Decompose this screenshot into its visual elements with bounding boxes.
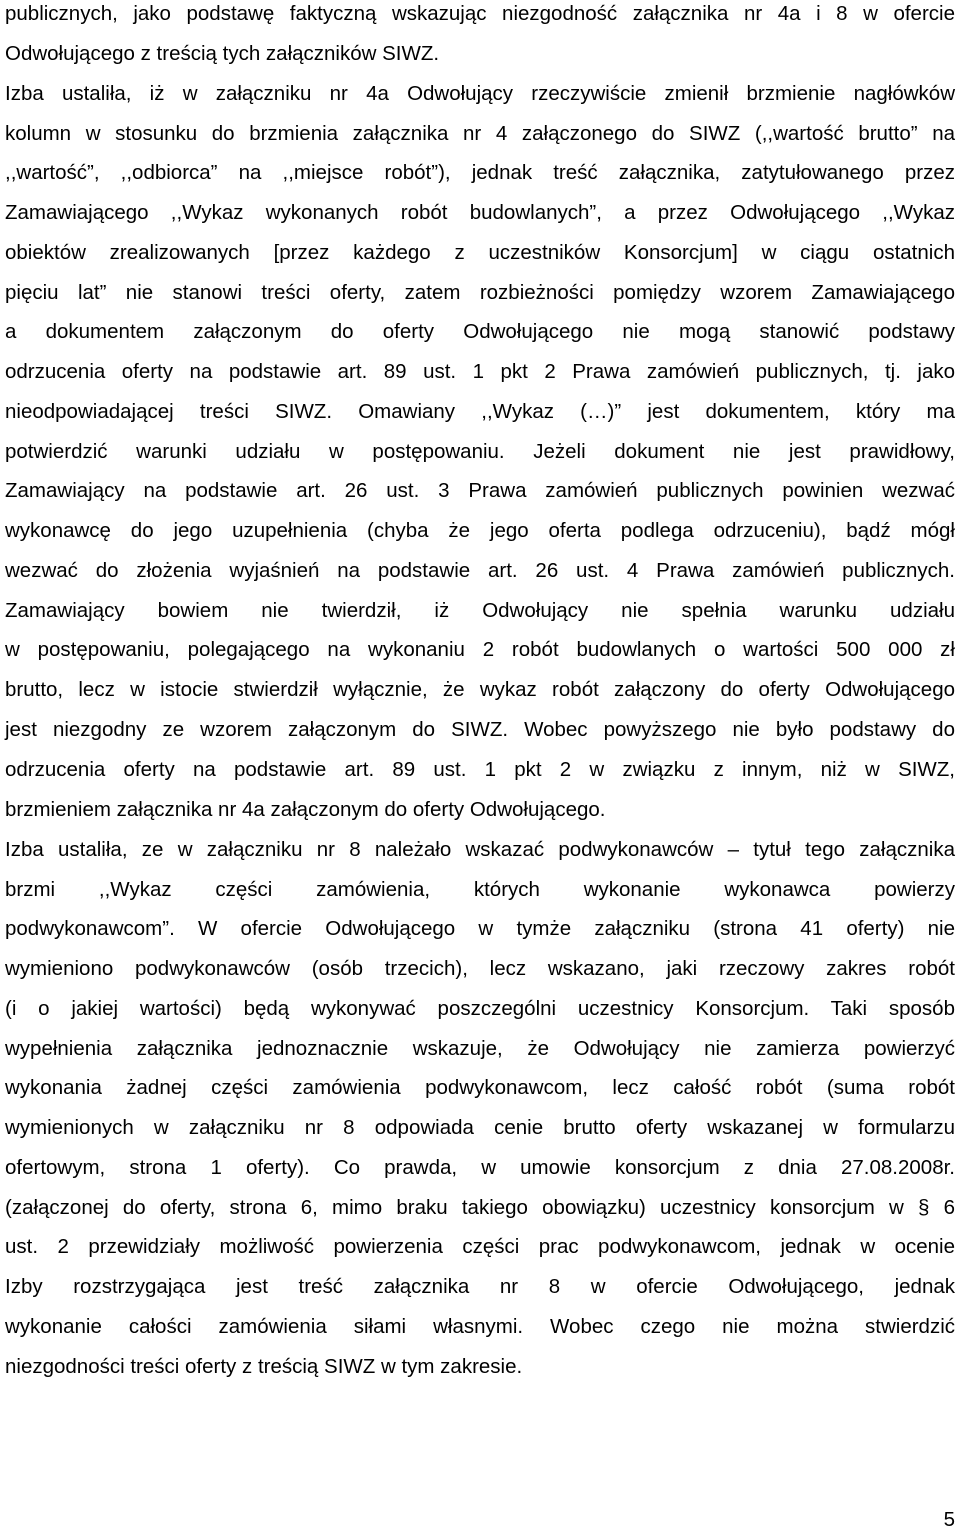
text-line: Zamawiający na podstawie art. 26 ust. 3 Prawa zamówień publicznych powinien wezwać (5, 479, 955, 502)
text-line: niezgodności treści oferty z treścią SIWZ w tym zakresie. (5, 1355, 523, 1378)
text-line: Odwołującego z treścią tych załączników SIWZ. (5, 42, 440, 65)
text-line: brzmi ,,Wykaz części zamówienia, których wykonanie wykonawca powierzy (5, 878, 955, 901)
text-line: obiektów zrealizowanych [przez każdego z uczestników Konsorcjum] w ciągu ostatnich (5, 241, 955, 264)
text-line: (załączonej do oferty, strona 6, mimo braku takiego obowiązku) uczestnicy konsorcjum w § 6 (5, 1196, 955, 1219)
text-line: podwykonawcom”. W ofercie Odwołującego w tymże załączniku (strona 41 oferty) nie (5, 917, 955, 940)
text-line: Zamawiającego ,,Wykaz wykonanych robót budowlanych”, a przez Odwołującego ,,Wykaz (5, 201, 955, 224)
text-line: wymienionych w załączniku nr 8 odpowiada cenie brutto oferty wskazanej w formularzu (5, 1116, 955, 1139)
text-line: wykonawcę do jego uzupełnienia (chyba że jego oferta podlega odrzuceniu), bądź mógł (5, 519, 955, 542)
text-line: Zamawiający bowiem nie twierdził, iż Odwołujący nie spełnia warunku udziału (5, 599, 955, 622)
text-line: odrzucenia oferty na podstawie art. 89 ust. 1 pkt 2 Prawa zamówień publicznych, tj. jako (5, 360, 955, 383)
page-number: 5 (943, 1508, 955, 1531)
text-line: ,,wartość”, ,,odbiorca” na ,,miejsce robót”), jednak treść załącznika, zatytułowanego przez (5, 161, 955, 184)
text-line: brzmieniem załącznika nr 4a załączonym do oferty Odwołującego. (5, 798, 606, 821)
text-line: ust. 2 przewidziały możliwość powierzenia części prac podwykonawcom, jednak w ocenie (5, 1235, 955, 1258)
text-line: wykonania żadnej części zamówienia podwykonawcom, lecz całość robót (suma robót (5, 1076, 955, 1099)
text-line: wezwać do złożenia wyjaśnień na podstawie art. 26 ust. 4 Prawa zamówień publicznych. (5, 559, 955, 582)
text-line: wykonanie całości zamówienia siłami własnymi. Wobec czego nie można stwierdzić (5, 1315, 955, 1338)
text-line: odrzucenia oferty na podstawie art. 89 ust. 1 pkt 2 w związku z innym, niż w SIWZ, (5, 758, 955, 781)
text-line: brutto, lecz w istocie stwierdził wyłącznie, że wykaz robót załączony do oferty Odwołującego (5, 678, 955, 701)
text-line: Izby rozstrzygająca jest treść załącznika nr 8 w ofercie Odwołującego, jednak (5, 1275, 955, 1298)
text-line: publicznych, jako podstawę faktyczną wskazując niezgodność załącznika nr 4a i 8 w ofercie (5, 2, 955, 25)
text-line: pięciu lat” nie stanowi treści oferty, zatem rozbieżności pomiędzy wzorem Zamawiającego (5, 281, 955, 304)
text-line: a dokumentem załączonym do oferty Odwołującego nie mogą stanowić podstawy (5, 320, 955, 343)
text-line: jest niezgodny ze wzorem załączonym do SIWZ. Wobec powyższego nie było podstawy do (5, 718, 955, 741)
text-line: potwierdzić warunki udziału w postępowaniu. Jeżeli dokument nie jest prawidłowy, (5, 440, 955, 463)
text-line: wypełnienia załącznika jednoznacznie wskazuje, że Odwołujący nie zamierza powierzyć (5, 1037, 955, 1060)
text-line: Izba ustaliła, iż w załączniku nr 4a Odwołujący rzeczywiście zmienił brzmienie nagłówków (5, 82, 955, 105)
text-line: ofertowym, strona 1 oferty). Co prawda, w umowie konsorcjum z dnia 27.08.2008r. (5, 1156, 955, 1179)
text-line: wymieniono podwykonawców (osób trzecich), lecz wskazano, jaki rzeczowy zakres robót (5, 957, 955, 980)
text-line: nieodpowiadającej treści SIWZ. Omawiany ,,Wykaz (…)” jest dokumentem, który ma (5, 400, 955, 423)
text-line: (i o jakiej wartości) będą wykonywać poszczególni uczestnicy Konsorcjum. Taki sposób (5, 997, 955, 1020)
text-line: Izba ustaliła, ze w załączniku nr 8 należało wskazać podwykonawców – tytuł tego załącznika (5, 838, 955, 861)
text-line: kolumn w stosunku do brzmienia załącznika nr 4 załączonego do SIWZ (,,wartość brutto” na (5, 122, 955, 145)
text-line: w postępowaniu, polegającego na wykonaniu 2 robót budowlanych o wartości 500 000 zł (5, 638, 955, 661)
